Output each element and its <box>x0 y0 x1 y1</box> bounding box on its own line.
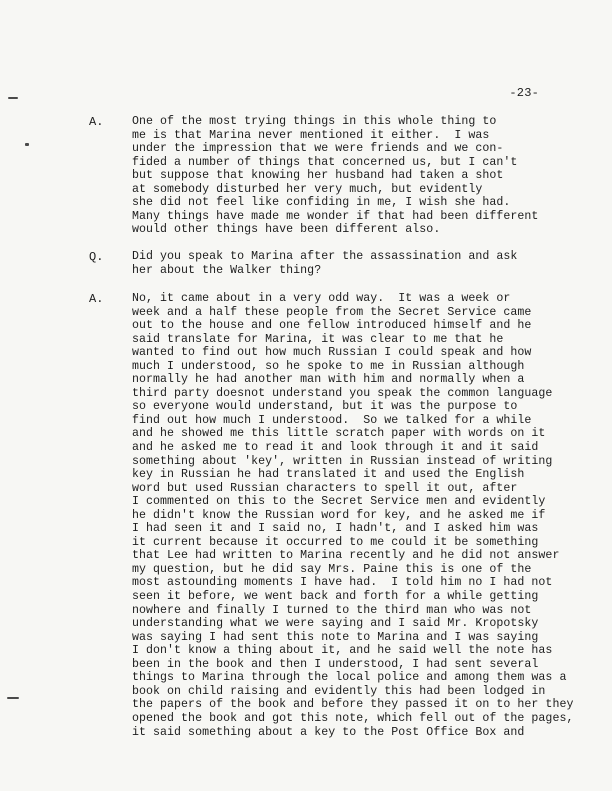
text-line: most astounding moments I have had. I told him no I had not <box>132 576 553 590</box>
text-line: seen it before, we went back and forth for a while getting <box>132 590 539 604</box>
text-line: was saying I had sent this note to Marina and I was saying <box>132 630 539 644</box>
text-line: Did you speak to Marina after the assassination and ask <box>132 250 518 263</box>
text-line: week and a half these people from the Secret Service came <box>132 305 532 319</box>
text-line: much I understood, so he spoke to me in Russian although <box>132 359 525 373</box>
text-line: things to Marina through the local police and among them was a <box>132 671 567 685</box>
text-line: would other things have been different also. <box>132 223 441 237</box>
text-line: been in the book and then I understood, I had sent several <box>132 657 539 671</box>
text-line: said translate for Marina, it was clear to me that he <box>132 332 504 346</box>
text-line: she did not feel like confiding in me, I wish she had. <box>132 196 511 210</box>
text-line: my question, but he did say Mrs. Paine this is one of the <box>132 562 532 576</box>
text-line: something about 'key', written in Russian instead of writing <box>132 454 553 468</box>
text-line: fided a number of things that concerned us, but I can't <box>132 155 518 169</box>
paragraph <box>132 250 562 277</box>
text-line: it said something about a key to the Post Office Box and <box>132 725 525 739</box>
text-line: me is that Marina never mentioned it either. I was <box>132 128 490 142</box>
speaker-label: Q. <box>89 250 104 264</box>
text-line: so everyone would understand, but it was the purpose to <box>132 400 518 414</box>
text-line: but suppose that knowing her husband had taken a shot <box>132 169 504 183</box>
text-line: third party doesnot understand you speak the common language <box>132 386 553 400</box>
text-line: book on child raising and evidently this had been lodged in <box>132 684 546 698</box>
text-line: find out how much I understood. So we talked for a while <box>132 413 532 427</box>
paragraph <box>132 115 562 237</box>
text-line: Many things have made me wonder if that had been different <box>132 209 539 223</box>
text-line: nowhere and finally I turned to the third man who was not <box>132 603 532 617</box>
text-line: word but used Russian characters to spell it out, after <box>132 481 518 495</box>
text-line: at somebody disturbed her very much, but evidently <box>132 182 483 196</box>
text-line: I had seen it and I said no, I hadn't, and I asked him was <box>132 522 539 536</box>
text-line: One of the most trying things in this whole thing to <box>132 115 497 128</box>
text-line: and he asked me to read it and look through it and it said <box>132 441 539 455</box>
text-line: out to the house and one fellow introduced himself and he <box>132 319 532 333</box>
text-line: understanding what we were saying and I said Mr. Kropotsky <box>132 617 539 631</box>
speaker-label: A. <box>89 292 104 306</box>
text-line: opened the book and got this note, which fell out of the pages, <box>132 711 574 725</box>
page-number: -23- <box>509 86 539 100</box>
margin-mark <box>8 97 18 99</box>
paragraph <box>132 292 574 739</box>
text-line: under the impression that we were friends and we con- <box>132 142 504 156</box>
text-line: I don't know a thing about it, and he said well the note has <box>132 644 553 658</box>
margin-mark <box>7 697 19 699</box>
text-line: it current because it occurred to me could it be something <box>132 535 539 549</box>
text-line: normally he had another man with him and normally when a <box>132 373 525 387</box>
text-line: I commented on this to the Secret Service men and evidently <box>132 495 546 509</box>
text-line: that Lee had written to Marina recently and he did not answer <box>132 549 560 563</box>
text-line: and he showed me this little scratch paper with words on it <box>132 427 546 441</box>
text-line: No, it came about in a very odd way. It was a week or <box>132 292 511 305</box>
text-line: he didn't know the Russian word for key, and he asked me if <box>132 508 546 522</box>
margin-mark <box>25 143 29 146</box>
speaker-label: A. <box>89 115 104 129</box>
text-line: wanted to find out how much Russian I could speak and how <box>132 346 532 360</box>
text-line: the papers of the book and before they passed it on to her they <box>132 698 574 712</box>
text-line: her about the Walker thing? <box>132 263 322 277</box>
text-line: key in Russian he had translated it and used the English <box>132 468 525 482</box>
